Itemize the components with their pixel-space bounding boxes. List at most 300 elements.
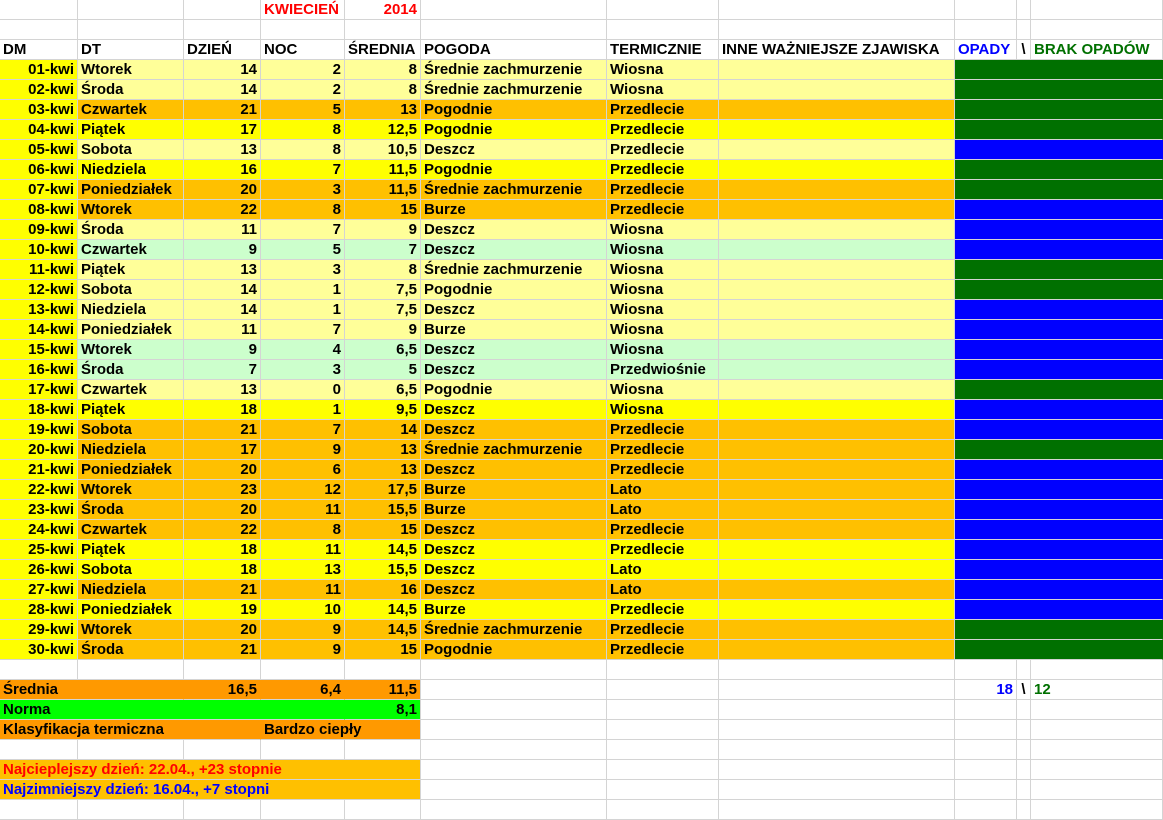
weekday-cell[interactable]: Wtorek <box>78 340 184 360</box>
empty-cell[interactable] <box>719 740 955 760</box>
header-dt[interactable]: DT <box>78 40 184 60</box>
empty-cell[interactable] <box>1031 660 1163 680</box>
day-temp-cell[interactable]: 19 <box>184 600 261 620</box>
empty-cell[interactable] <box>955 800 1017 820</box>
weekday-cell[interactable]: Niedziela <box>78 580 184 600</box>
date-cell[interactable]: 08-kwi <box>0 200 78 220</box>
weather-cell[interactable]: Deszcz <box>421 300 607 320</box>
precipitation-indicator[interactable] <box>955 560 1163 580</box>
weekday-cell[interactable]: Czwartek <box>78 520 184 540</box>
weekday-cell[interactable]: Sobota <box>78 560 184 580</box>
day-temp-cell[interactable]: 9 <box>184 240 261 260</box>
night-temp-cell[interactable]: 9 <box>261 620 345 640</box>
empty-cell[interactable] <box>719 660 955 680</box>
other-phenomena-cell[interactable] <box>719 480 955 500</box>
date-cell[interactable]: 27-kwi <box>0 580 78 600</box>
thermal-cell[interactable]: Przedlecie <box>607 520 719 540</box>
night-temp-cell[interactable]: 11 <box>261 540 345 560</box>
precipitation-indicator[interactable] <box>955 540 1163 560</box>
night-temp-cell[interactable]: 3 <box>261 180 345 200</box>
night-temp-cell[interactable]: 5 <box>261 240 345 260</box>
date-cell[interactable]: 11-kwi <box>0 260 78 280</box>
night-temp-cell[interactable]: 13 <box>261 560 345 580</box>
date-cell[interactable]: 07-kwi <box>0 180 78 200</box>
night-temp-cell[interactable]: 7 <box>261 320 345 340</box>
thermal-cell[interactable]: Wiosna <box>607 320 719 340</box>
weather-cell[interactable]: Deszcz <box>421 340 607 360</box>
header-separator[interactable]: \ <box>1017 40 1031 60</box>
date-cell[interactable]: 19-kwi <box>0 420 78 440</box>
weekday-cell[interactable]: Sobota <box>78 420 184 440</box>
weekday-cell[interactable]: Czwartek <box>78 240 184 260</box>
night-temp-cell[interactable]: 2 <box>261 80 345 100</box>
precipitation-indicator[interactable] <box>955 600 1163 620</box>
weather-cell[interactable]: Burze <box>421 500 607 520</box>
empty-cell[interactable] <box>955 0 1017 20</box>
empty-cell[interactable] <box>1031 740 1163 760</box>
other-phenomena-cell[interactable] <box>719 360 955 380</box>
year-title[interactable]: 2014 <box>345 0 421 20</box>
other-phenomena-cell[interactable] <box>719 460 955 480</box>
thermal-cell[interactable]: Lato <box>607 500 719 520</box>
thermal-cell[interactable]: Wiosna <box>607 380 719 400</box>
day-temp-cell[interactable]: 14 <box>184 80 261 100</box>
date-cell[interactable]: 18-kwi <box>0 400 78 420</box>
empty-cell[interactable] <box>607 20 719 40</box>
weekday-cell[interactable]: Poniedziałek <box>78 320 184 340</box>
other-phenomena-cell[interactable] <box>719 280 955 300</box>
thermal-cell[interactable]: Przedlecie <box>607 440 719 460</box>
other-phenomena-cell[interactable] <box>719 540 955 560</box>
thermal-cell[interactable]: Przedlecie <box>607 600 719 620</box>
other-phenomena-cell[interactable] <box>719 640 955 660</box>
coldest-day-note[interactable]: Najzimniejszy dzień: 16.04., +7 stopni <box>0 780 421 800</box>
mean-temp-cell[interactable]: 8 <box>345 260 421 280</box>
thermal-cell[interactable]: Przedlecie <box>607 140 719 160</box>
date-cell[interactable]: 06-kwi <box>0 160 78 180</box>
precipitation-indicator[interactable] <box>955 380 1163 400</box>
empty-cell[interactable] <box>1017 800 1031 820</box>
thermal-cell[interactable]: Wiosna <box>607 220 719 240</box>
empty-cell[interactable] <box>184 740 261 760</box>
mean-temp-cell[interactable]: 10,5 <box>345 140 421 160</box>
other-phenomena-cell[interactable] <box>719 180 955 200</box>
night-temp-cell[interactable]: 0 <box>261 380 345 400</box>
date-cell[interactable]: 01-kwi <box>0 60 78 80</box>
mean-temp-cell[interactable]: 7 <box>345 240 421 260</box>
precipitation-indicator[interactable] <box>955 460 1163 480</box>
precipitation-indicator[interactable] <box>955 360 1163 380</box>
night-temp-cell[interactable]: 3 <box>261 260 345 280</box>
precipitation-indicator[interactable] <box>955 640 1163 660</box>
weekday-cell[interactable]: Środa <box>78 500 184 520</box>
weather-cell[interactable]: Burze <box>421 600 607 620</box>
day-temp-cell[interactable]: 17 <box>184 120 261 140</box>
empty-cell[interactable] <box>0 800 78 820</box>
mean-temp-cell[interactable]: 13 <box>345 460 421 480</box>
precipitation-indicator[interactable] <box>955 80 1163 100</box>
empty-cell[interactable] <box>1031 780 1163 800</box>
other-phenomena-cell[interactable] <box>719 500 955 520</box>
empty-cell[interactable] <box>184 660 261 680</box>
day-temp-cell[interactable]: 11 <box>184 220 261 240</box>
count-separator[interactable]: \ <box>1017 680 1031 700</box>
mean-temp-cell[interactable]: 15,5 <box>345 500 421 520</box>
empty-cell[interactable] <box>607 800 719 820</box>
empty-cell[interactable] <box>955 780 1017 800</box>
thermal-cell[interactable]: Wiosna <box>607 240 719 260</box>
empty-cell[interactable] <box>261 740 345 760</box>
mean-temp-cell[interactable]: 14,5 <box>345 620 421 640</box>
rain-days-count[interactable]: 18 <box>955 680 1017 700</box>
date-cell[interactable]: 14-kwi <box>0 320 78 340</box>
night-temp-cell[interactable]: 1 <box>261 280 345 300</box>
day-temp-cell[interactable]: 13 <box>184 140 261 160</box>
weather-cell[interactable]: Burze <box>421 320 607 340</box>
other-phenomena-cell[interactable] <box>719 160 955 180</box>
empty-cell[interactable] <box>719 760 955 780</box>
day-temp-cell[interactable]: 17 <box>184 440 261 460</box>
empty-cell[interactable] <box>0 740 78 760</box>
average-day[interactable]: 16,5 <box>184 680 261 700</box>
empty-cell[interactable] <box>1017 660 1031 680</box>
weather-cell[interactable]: Deszcz <box>421 240 607 260</box>
date-cell[interactable]: 12-kwi <box>0 280 78 300</box>
other-phenomena-cell[interactable] <box>719 560 955 580</box>
night-temp-cell[interactable]: 8 <box>261 520 345 540</box>
night-temp-cell[interactable]: 9 <box>261 440 345 460</box>
thermal-cell[interactable]: Przedlecie <box>607 460 719 480</box>
no-rain-days-count[interactable]: 12 <box>1031 680 1163 700</box>
date-cell[interactable]: 04-kwi <box>0 120 78 140</box>
other-phenomena-cell[interactable] <box>719 200 955 220</box>
header-dm[interactable]: DM <box>0 40 78 60</box>
precipitation-indicator[interactable] <box>955 120 1163 140</box>
empty-cell[interactable] <box>1017 700 1031 720</box>
day-temp-cell[interactable]: 14 <box>184 280 261 300</box>
empty-cell[interactable] <box>0 0 78 20</box>
day-temp-cell[interactable]: 21 <box>184 100 261 120</box>
thermal-cell[interactable]: Przedlecie <box>607 640 719 660</box>
other-phenomena-cell[interactable] <box>719 340 955 360</box>
other-phenomena-cell[interactable] <box>719 220 955 240</box>
thermal-cell[interactable]: Przedlecie <box>607 420 719 440</box>
empty-cell[interactable] <box>78 800 184 820</box>
date-cell[interactable]: 09-kwi <box>0 220 78 240</box>
month-title[interactable]: KWIECIEŃ <box>261 0 345 20</box>
night-temp-cell[interactable]: 9 <box>261 640 345 660</box>
precipitation-indicator[interactable] <box>955 260 1163 280</box>
day-temp-cell[interactable]: 18 <box>184 540 261 560</box>
weekday-cell[interactable]: Niedziela <box>78 440 184 460</box>
night-temp-cell[interactable]: 1 <box>261 400 345 420</box>
precipitation-indicator[interactable] <box>955 500 1163 520</box>
empty-cell[interactable] <box>1017 720 1031 740</box>
weekday-cell[interactable]: Poniedziałek <box>78 180 184 200</box>
date-cell[interactable]: 13-kwi <box>0 300 78 320</box>
precipitation-indicator[interactable] <box>955 620 1163 640</box>
thermal-cell[interactable]: Wiosna <box>607 260 719 280</box>
night-temp-cell[interactable]: 11 <box>261 500 345 520</box>
thermal-cell[interactable]: Wiosna <box>607 300 719 320</box>
empty-cell[interactable] <box>345 660 421 680</box>
day-temp-cell[interactable]: 22 <box>184 200 261 220</box>
mean-temp-cell[interactable]: 5 <box>345 360 421 380</box>
weather-cell[interactable]: Pogodnie <box>421 100 607 120</box>
precipitation-indicator[interactable] <box>955 240 1163 260</box>
day-temp-cell[interactable]: 21 <box>184 640 261 660</box>
precipitation-indicator[interactable] <box>955 160 1163 180</box>
night-temp-cell[interactable]: 5 <box>261 100 345 120</box>
mean-temp-cell[interactable]: 6,5 <box>345 340 421 360</box>
mean-temp-cell[interactable]: 14 <box>345 420 421 440</box>
weekday-cell[interactable]: Środa <box>78 640 184 660</box>
day-temp-cell[interactable]: 13 <box>184 260 261 280</box>
empty-cell[interactable] <box>1031 700 1163 720</box>
mean-temp-cell[interactable]: 14,5 <box>345 600 421 620</box>
other-phenomena-cell[interactable] <box>719 300 955 320</box>
precipitation-indicator[interactable] <box>955 300 1163 320</box>
precipitation-indicator[interactable] <box>955 140 1163 160</box>
empty-cell[interactable] <box>78 660 184 680</box>
night-temp-cell[interactable]: 4 <box>261 340 345 360</box>
night-temp-cell[interactable]: 6 <box>261 460 345 480</box>
date-cell[interactable]: 22-kwi <box>0 480 78 500</box>
header-avg[interactable]: ŚREDNIA <box>345 40 421 60</box>
day-temp-cell[interactable]: 11 <box>184 320 261 340</box>
empty-cell[interactable] <box>607 740 719 760</box>
precipitation-indicator[interactable] <box>955 420 1163 440</box>
thermal-cell[interactable]: Przedlecie <box>607 200 719 220</box>
empty-cell[interactable] <box>1017 780 1031 800</box>
precipitation-indicator[interactable] <box>955 400 1163 420</box>
night-temp-cell[interactable]: 8 <box>261 120 345 140</box>
mean-temp-cell[interactable]: 16 <box>345 580 421 600</box>
date-cell[interactable]: 24-kwi <box>0 520 78 540</box>
precipitation-indicator[interactable] <box>955 180 1163 200</box>
empty-cell[interactable] <box>1031 800 1163 820</box>
other-phenomena-cell[interactable] <box>719 420 955 440</box>
thermal-cell[interactable]: Przedlecie <box>607 620 719 640</box>
mean-temp-cell[interactable]: 15,5 <box>345 560 421 580</box>
precipitation-indicator[interactable] <box>955 440 1163 460</box>
classification-value[interactable]: Bardzo ciepły <box>261 720 421 740</box>
precipitation-indicator[interactable] <box>955 280 1163 300</box>
weekday-cell[interactable]: Wtorek <box>78 480 184 500</box>
date-cell[interactable]: 16-kwi <box>0 360 78 380</box>
empty-cell[interactable] <box>955 660 1017 680</box>
mean-temp-cell[interactable]: 7,5 <box>345 300 421 320</box>
empty-cell[interactable] <box>184 800 261 820</box>
empty-cell[interactable] <box>1017 20 1031 40</box>
weather-cell[interactable]: Deszcz <box>421 400 607 420</box>
weekday-cell[interactable]: Środa <box>78 220 184 240</box>
day-temp-cell[interactable]: 22 <box>184 520 261 540</box>
empty-cell[interactable] <box>78 0 184 20</box>
empty-cell[interactable] <box>261 20 345 40</box>
night-temp-cell[interactable]: 2 <box>261 60 345 80</box>
mean-temp-cell[interactable]: 17,5 <box>345 480 421 500</box>
empty-cell[interactable] <box>607 0 719 20</box>
other-phenomena-cell[interactable] <box>719 240 955 260</box>
night-temp-cell[interactable]: 11 <box>261 580 345 600</box>
date-cell[interactable]: 03-kwi <box>0 100 78 120</box>
weather-cell[interactable]: Średnie zachmurzenie <box>421 180 607 200</box>
weekday-cell[interactable]: Sobota <box>78 280 184 300</box>
mean-temp-cell[interactable]: 15 <box>345 640 421 660</box>
weekday-cell[interactable]: Piątek <box>78 400 184 420</box>
precipitation-indicator[interactable] <box>955 100 1163 120</box>
weather-cell[interactable]: Deszcz <box>421 520 607 540</box>
thermal-cell[interactable]: Lato <box>607 560 719 580</box>
header-other[interactable]: INNE WAŻNIEJSZE ZJAWISKA <box>719 40 955 60</box>
weather-cell[interactable]: Deszcz <box>421 140 607 160</box>
date-cell[interactable]: 30-kwi <box>0 640 78 660</box>
mean-temp-cell[interactable]: 13 <box>345 100 421 120</box>
night-temp-cell[interactable]: 7 <box>261 160 345 180</box>
empty-cell[interactable] <box>421 720 607 740</box>
empty-cell[interactable] <box>421 660 607 680</box>
weather-cell[interactable]: Pogodnie <box>421 380 607 400</box>
empty-cell[interactable] <box>421 740 607 760</box>
date-cell[interactable]: 17-kwi <box>0 380 78 400</box>
date-cell[interactable]: 21-kwi <box>0 460 78 480</box>
empty-cell[interactable] <box>1031 760 1163 780</box>
thermal-cell[interactable]: Przedlecie <box>607 120 719 140</box>
other-phenomena-cell[interactable] <box>719 580 955 600</box>
empty-cell[interactable] <box>78 740 184 760</box>
empty-cell[interactable] <box>719 720 955 740</box>
average-mean[interactable]: 11,5 <box>345 680 421 700</box>
empty-cell[interactable] <box>421 20 607 40</box>
empty-cell[interactable] <box>0 20 78 40</box>
weather-cell[interactable]: Pogodnie <box>421 160 607 180</box>
precipitation-indicator[interactable] <box>955 480 1163 500</box>
other-phenomena-cell[interactable] <box>719 600 955 620</box>
thermal-cell[interactable]: Przedlecie <box>607 540 719 560</box>
night-temp-cell[interactable]: 3 <box>261 360 345 380</box>
thermal-cell[interactable]: Wiosna <box>607 80 719 100</box>
mean-temp-cell[interactable]: 11,5 <box>345 160 421 180</box>
thermal-cell[interactable]: Wiosna <box>607 60 719 80</box>
weather-cell[interactable]: Deszcz <box>421 360 607 380</box>
thermal-cell[interactable]: Przedlecie <box>607 180 719 200</box>
header-rain[interactable]: OPADY <box>955 40 1017 60</box>
empty-cell[interactable] <box>184 0 261 20</box>
empty-cell[interactable] <box>1031 20 1163 40</box>
weekday-cell[interactable]: Wtorek <box>78 60 184 80</box>
weather-cell[interactable]: Deszcz <box>421 420 607 440</box>
weekday-cell[interactable]: Poniedziałek <box>78 460 184 480</box>
precipitation-indicator[interactable] <box>955 220 1163 240</box>
empty-cell[interactable] <box>719 800 955 820</box>
empty-cell[interactable] <box>1031 720 1163 740</box>
day-temp-cell[interactable]: 23 <box>184 480 261 500</box>
weekday-cell[interactable]: Sobota <box>78 140 184 160</box>
empty-cell[interactable] <box>607 660 719 680</box>
empty-cell[interactable] <box>421 0 607 20</box>
mean-temp-cell[interactable]: 8 <box>345 80 421 100</box>
other-phenomena-cell[interactable] <box>719 80 955 100</box>
thermal-cell[interactable]: Wiosna <box>607 340 719 360</box>
date-cell[interactable]: 23-kwi <box>0 500 78 520</box>
date-cell[interactable]: 02-kwi <box>0 80 78 100</box>
weekday-cell[interactable]: Wtorek <box>78 620 184 640</box>
day-temp-cell[interactable]: 21 <box>184 420 261 440</box>
other-phenomena-cell[interactable] <box>719 140 955 160</box>
day-temp-cell[interactable]: 20 <box>184 620 261 640</box>
weather-cell[interactable]: Pogodnie <box>421 120 607 140</box>
night-temp-cell[interactable]: 12 <box>261 480 345 500</box>
weather-cell[interactable]: Deszcz <box>421 580 607 600</box>
other-phenomena-cell[interactable] <box>719 380 955 400</box>
weekday-cell[interactable]: Wtorek <box>78 200 184 220</box>
day-temp-cell[interactable]: 9 <box>184 340 261 360</box>
weather-cell[interactable]: Deszcz <box>421 560 607 580</box>
empty-cell[interactable] <box>345 20 421 40</box>
weather-cell[interactable]: Burze <box>421 480 607 500</box>
day-temp-cell[interactable]: 20 <box>184 500 261 520</box>
mean-temp-cell[interactable]: 6,5 <box>345 380 421 400</box>
empty-cell[interactable] <box>607 720 719 740</box>
empty-cell[interactable] <box>0 660 78 680</box>
classification-label[interactable]: Klasyfikacja termiczna <box>0 720 261 740</box>
thermal-cell[interactable]: Wiosna <box>607 280 719 300</box>
empty-cell[interactable] <box>607 700 719 720</box>
day-temp-cell[interactable]: 21 <box>184 580 261 600</box>
empty-cell[interactable] <box>607 780 719 800</box>
weekday-cell[interactable]: Poniedziałek <box>78 600 184 620</box>
weekday-cell[interactable]: Piątek <box>78 260 184 280</box>
day-temp-cell[interactable]: 14 <box>184 60 261 80</box>
weather-cell[interactable]: Pogodnie <box>421 280 607 300</box>
other-phenomena-cell[interactable] <box>719 260 955 280</box>
date-cell[interactable]: 29-kwi <box>0 620 78 640</box>
date-cell[interactable]: 25-kwi <box>0 540 78 560</box>
date-cell[interactable]: 20-kwi <box>0 440 78 460</box>
day-temp-cell[interactable]: 20 <box>184 180 261 200</box>
other-phenomena-cell[interactable] <box>719 620 955 640</box>
thermal-cell[interactable]: Lato <box>607 580 719 600</box>
weather-cell[interactable]: Deszcz <box>421 220 607 240</box>
night-temp-cell[interactable]: 1 <box>261 300 345 320</box>
empty-cell[interactable] <box>719 20 955 40</box>
date-cell[interactable]: 26-kwi <box>0 560 78 580</box>
night-temp-cell[interactable]: 8 <box>261 140 345 160</box>
header-no-rain[interactable]: BRAK OPADÓW <box>1031 40 1163 60</box>
night-temp-cell[interactable]: 8 <box>261 200 345 220</box>
empty-cell[interactable] <box>421 700 607 720</box>
night-temp-cell[interactable]: 7 <box>261 420 345 440</box>
header-thermal[interactable]: TERMICZNIE <box>607 40 719 60</box>
precipitation-indicator[interactable] <box>955 340 1163 360</box>
empty-cell[interactable] <box>1017 760 1031 780</box>
day-temp-cell[interactable]: 14 <box>184 300 261 320</box>
mean-temp-cell[interactable]: 15 <box>345 200 421 220</box>
day-temp-cell[interactable]: 13 <box>184 380 261 400</box>
date-cell[interactable]: 28-kwi <box>0 600 78 620</box>
empty-cell[interactable] <box>955 20 1017 40</box>
empty-cell[interactable] <box>955 740 1017 760</box>
precipitation-indicator[interactable] <box>955 580 1163 600</box>
precipitation-indicator[interactable] <box>955 520 1163 540</box>
mean-temp-cell[interactable]: 11,5 <box>345 180 421 200</box>
night-temp-cell[interactable]: 7 <box>261 220 345 240</box>
day-temp-cell[interactable]: 18 <box>184 400 261 420</box>
average-label[interactable]: Średnia <box>0 680 184 700</box>
norm-value[interactable]: 8,1 <box>345 700 421 720</box>
empty-cell[interactable] <box>184 20 261 40</box>
